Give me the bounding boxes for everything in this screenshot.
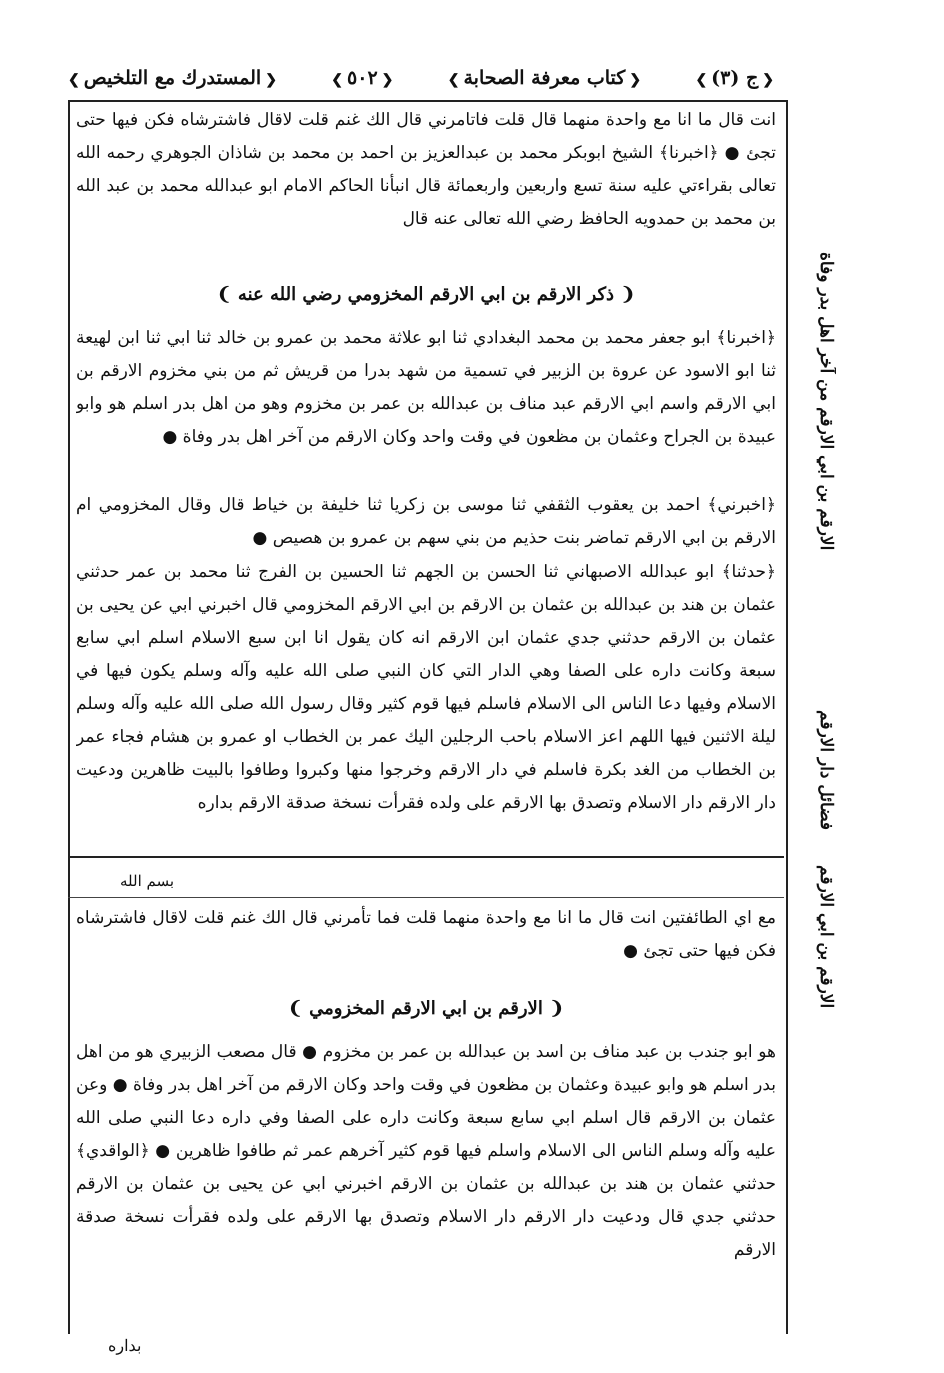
- section-heading-arqam-talkhis: ❨ الارقم بن ابي الارقم المخزومي ❩: [76, 998, 776, 1019]
- akhbarani-text: ﴿اخبرني﴾ احمد بن يعقوب الثقفي ثنا موسى بن زكريا ثنا خليفة بن خياط قال وقال المخزومي ام الارقم بن ابي الارقم تماضر بنت حذيم من بني سهم بن عمرو بن هصيص ●: [76, 495, 776, 548]
- margin-note-last-badri: [796, 160, 836, 550]
- paragraph-haddathana: [76, 556, 776, 854]
- paragraph-akhbarani: [76, 489, 776, 555]
- divider-upper: [68, 856, 784, 858]
- header-section: ❮ كتاب معرفة الصحابة ❯: [448, 67, 641, 89]
- margin-note-dar-arqam: [796, 580, 836, 830]
- header-volume: ❮ ج (٣) ❯: [695, 67, 774, 89]
- header-page-number: ❮ ٥٠٢ ❯: [331, 67, 393, 89]
- basmala-note: بسم الله: [120, 872, 175, 890]
- talkhis-body-text: هو ابو جندب بن عبد مناف بن اسد بن عبدالله بن عمر بن مخزوم ● قال مصعب الزبيري هو من اهل بدر اسلم هو وابو عبيدة وعثمان بن مظعون في وقت واحد وكان الارقم من آخر اهل بدر وفاة ● وعن عثمان بن الارقم قال اسلم ابي سابع سبعة وكانت داره على الصفا وفي داره دعا النبي صلى الله عليه وآله وسلم الناس الى الاسلام واسلم فيها قوم كثير آخرهم عمر ثم طافوا ظاهرين ● ﴿الواقدي﴾ حدثني عثمان بن هند بن عبدالله بن عثمان بن الارقم اخبرني ابي عن يحيى بن عثمان بن الارقم حدثني جدي قال ودعيت دار الارقم دار الاسلام وتصدق بها الارقم على ولده فقرأت نسخة صدقة الارقم: [76, 1042, 776, 1260]
- divider-talkhis: [68, 897, 784, 898]
- intro-paragraph: [76, 104, 776, 270]
- talkhis-intro-paragraph: [76, 902, 776, 974]
- margin-note-1-text: الارقم بن ابي الارقم من آخر اهل بدر وفاة: [816, 251, 836, 550]
- section-heading-dhikr-arqam: ❨ ذكر الارقم بن ابي الارقم المخزومي رضي الله عنه ❩: [76, 284, 776, 305]
- margin-note-3-text: الارقم بن ابي الارقم: [816, 864, 836, 1008]
- talkhis-intro-text: مع اي الطائفتين انت قال ما انا مع واحدة منهما قلت فما تأمرني قال الك غنم قلت لاقال فاشترشاه فكن فيها حتى تجئ ●: [76, 908, 776, 961]
- margin-note-arqam: [796, 858, 836, 1008]
- running-header: [68, 62, 774, 94]
- margin-note-2-text: فضائل دار الارقم: [816, 709, 836, 830]
- akhbarana-text: ﴿اخبرنا﴾ ابو جعفر محمد بن محمد البغدادي ثنا ابو علاثة محمد بن عمرو بن خالد ثنا ابي ثنا ابن لهيعة ثنا ابو الاسود عن عروة بن الزبير في تسمية من شهد بدرا من قريش ثم من بني مخزوم الارقم بن ابي الارقم واسم ابي الارقم عبد مناف بن عبدالله بن عمر بن مخزوم وهو من اهل بدر اسلم هو وابو عبيدة بن الجراح وعثمان بن مظعون في وقت واحد وكان الارقم من آخر اهل بدر وفاة ●: [76, 328, 776, 447]
- catchword: بداره: [108, 1336, 142, 1355]
- paragraph-akhbarana: [76, 322, 776, 488]
- talkhis-body-paragraph: [76, 1036, 776, 1302]
- intro-text: انت قال ما انا مع واحدة منهما قال قلت فاتامرني قال الك غنم قلت لاقال فاشترشاه فكن فيها حتى تجئ ● ﴿اخبرنا﴾ الشيخ ابوبكر محمد بن عبدالعزيز بن احمد بن محمد بن شاذان الجوهري رحمه الله تعالى بقراءتي عليه سنة تسع واربعين واربعمائة قال انبأنا الحاكم الامام ابو عبدالله محمد بن عبد الله بن محمد بن حمدويه الحافظ رضي الله تعالى عنه قال: [76, 110, 776, 229]
- header-book-title: ❮ المستدرك مع التلخيص ❯: [68, 67, 277, 89]
- haddathana-text: ﴿حدثنا﴾ ابو عبدالله الاصبهاني ثنا الحسن بن الجهم ثنا الحسين بن الفرج ثنا محمد بن عمر حدثني عثمان بن هند بن عبدالله بن عثمان بن الارقم بن ابي الارقم المخزومي قال اخبرني ابي عن يحيى بن عثمان بن الارقم حدثني جدي عثمان ابن الارقم انه كان يقول انا ابن سبع الاسلام اسلم ابي سابع سبعة وكانت داره على الصفا وهي الدار التي كان النبي صلى الله عليه وآله وسلم يكون فيها في الاسلام وفيها دعا الناس الى الاسلام فاسلم فيها قوم كثير وقال رسول الله صلى الله عليه وآله وسلم ليلة الاثنين فيها اللهم اعز الاسلام باحب الرجلين اليك عمر بن الخطاب او عمرو بن هشام فجاء عمر بن الخطاب من الغد بكرة فاسلم في دار الارقم وخرجوا منها وكبروا وطافوا بالبيت ظاهرين ودعيت دار الارقم دار الاسلام وتصدق بها الارقم على ولده فقرأت نسخة صدقة الارقم بداره: [76, 562, 776, 813]
